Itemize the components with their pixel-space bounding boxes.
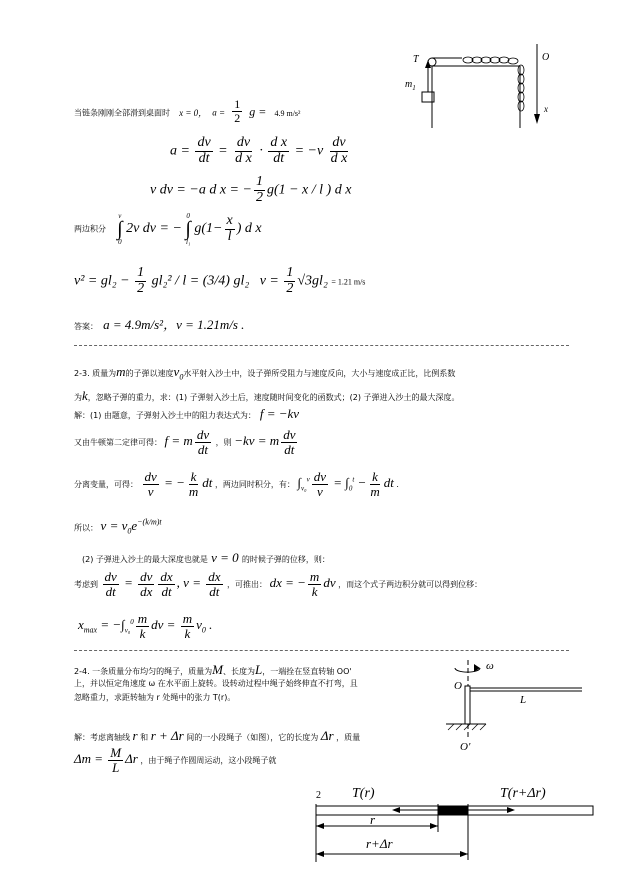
label-x: x [544, 104, 548, 114]
label-m1: $m_1$ [405, 79, 416, 92]
p23-xmax-result: $x_{max} = -\int_{v_0}^0$ $\frac{m}{k}$ dv = $\frac{m}{k}$ $v_0$ . [78, 611, 213, 641]
chain-intro-line: 当链条刚刚全部滑到桌面时 x = 0， a = $\frac{1}{2}$ g = 4.9 m/s² [74, 97, 301, 125]
label-T-r-dr: T(r+Δr) [500, 786, 546, 801]
p23-part2-line: (2) 子弹进入沙土的最大深度也就是 v = 0 的时候子弹的位移，则： [82, 550, 330, 565]
label-O-prime: O' [460, 741, 471, 753]
p24-solution-line2: Δm = $\frac{M}{L}$ Δr ，由于绳子作圆周运动，这小段绳子就 [74, 745, 277, 775]
p23-chain-rule-line: 考虑到 $\frac{dv}{dt}$ = $\frac{dv}{dx}$ $\frac{dx}{dt}$ , v = $\frac{dx}{dt}$ ，可推出： dx = − $\frac{m}{k}$ dv ，而这个式子两边积分就可以得到位移： [74, 569, 483, 599]
label-O-axis: O [454, 680, 462, 692]
p23-solution-line1: 解：(1) 由题意，子弹射入沙土中的阻力表达式为： f = −kv [74, 406, 300, 421]
p23-separation-line: 分离变量，可得： $\frac{dv}{v}$ = − $\frac{k}{m}$ dt ，两边同时积分，有： $\int_{v_0}^v$ $\frac{dv}{v}$ = $\int_0^t$ − $\frac{k}{m}$ dt . [74, 469, 399, 499]
equation-v-dv: v dv = −a d x = − $\frac{1}{2}$ g(1 − x / l ) d x [150, 174, 352, 205]
label-L: L [520, 694, 527, 706]
p23-statement-line2: 为k，忽略子弹的重力，求：(1) 子弹射入沙土后，速度随时间变化的函数式；(2) 子弹进入沙土的最大深度。 [74, 388, 460, 403]
p23-velocity-result: 所以： $v = v_0e^{-(k/m)t}$ [74, 518, 162, 536]
p23-newton-line: 又由牛顿第二定律可得： f = m $\frac{dv}{dt}$ ，则 −kv = m $\frac{dv}{dt}$ [74, 427, 296, 457]
p24-statement-line1: 2-4. 一条质量分布均匀的绳子，质量为M、长度为L，一端拴在竖直转轴 OO' [74, 662, 352, 677]
page-number: 2 [316, 790, 321, 801]
label-r: r [370, 812, 376, 827]
equation-a-chain-rule: a = $\frac{dv}{dt}$ = $\frac{dv}{\text{d x}}$ · $\frac{\text{d x}}{dt}$ = −v $\frac{dv}{\text{d x}}$ [170, 135, 348, 166]
p23-statement-line1: 2-3. 质量为m的子弹以速度$v_0$水平射入沙土中，设子弹所受阻力与速度反向，大小与速度成正比，比例系数 [74, 364, 456, 382]
label-omega: ω [486, 660, 494, 672]
p24-statement-line3: 忽略重力，求距转轴为 r 处绳中的张力 T(r)。 [74, 693, 236, 702]
label-T: T [413, 54, 419, 65]
p24-statement-line2: 上，并以恒定角速度 ω 在水平面上旋转。设转动过程中绳子始终伸直不打弯，且 [74, 679, 358, 688]
chain-answer: 答案： a = 4.9m/s²，v = 1.21m/s . [74, 317, 245, 332]
integration-line: 两边积分 v ∫ 0 2v dv = − 0 ∫ l₁ g(1− $\frac{x}{l}$ ) d x [74, 212, 262, 246]
label-T-r: T(r) [352, 786, 375, 801]
p24-solution-line1: 解：考虑离轴线 r 和 r + Δr 间的一小段绳子（如图），它的长度为 Δr ，质量 [74, 728, 361, 743]
velocity-result: v² = gl₂ − $\frac{1}{2}$ gl₂² / l = (3/4) gl₂ v = $\frac{1}{2}$ √3gl₂ = 1.21 m/s [74, 265, 366, 296]
label-O: O [542, 52, 550, 63]
label-r-dr: r+Δr [366, 836, 393, 851]
